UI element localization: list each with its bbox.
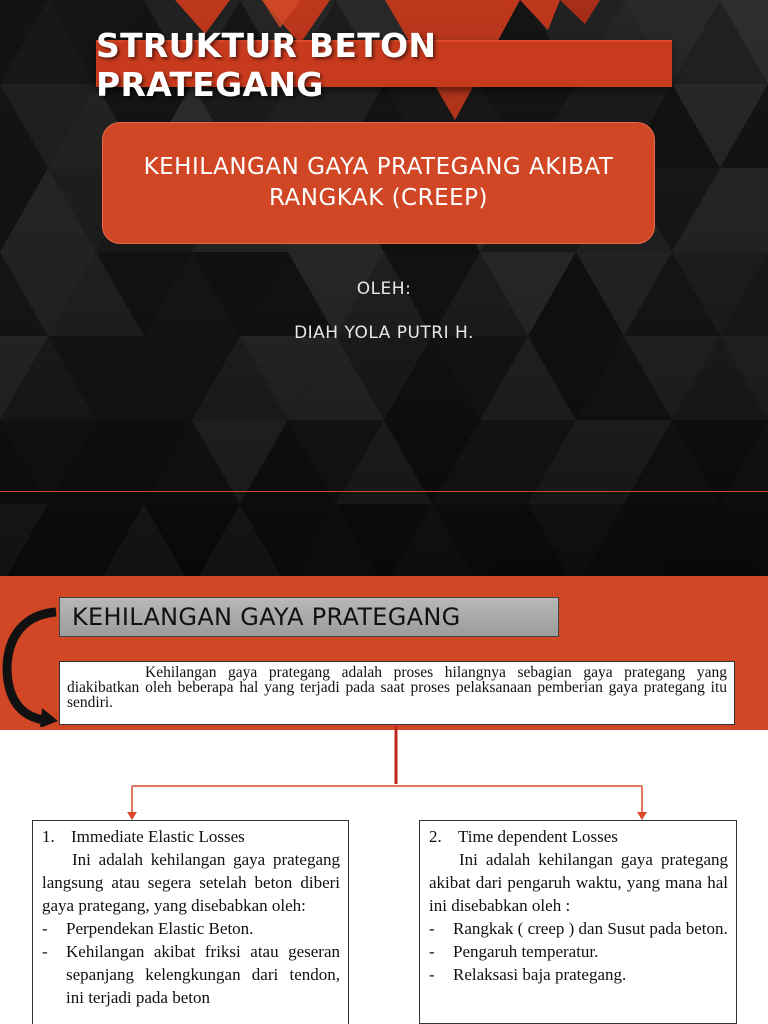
divider-line — [0, 491, 768, 492]
immediate-losses-description: Ini adalah kehilangan gaya prategang langsung atau segera setelah beton diberi gaya prategang, yang disebabkan oleh: — [42, 850, 340, 915]
time-dependent-losses-box — [419, 820, 737, 1024]
immediate-losses-heading — [42, 825, 340, 848]
title-banner — [96, 25, 672, 104]
time-dependent-losses-heading — [429, 825, 728, 848]
list-item: - Relaksasi baja prategang. — [429, 963, 728, 986]
time-dependent-losses-number: 2. — [429, 827, 442, 846]
time-dependent-losses-description: Ini adalah kehilangan gaya prategang akibat dari pengaruh waktu, yang mana hal ini disebabkan oleh : — [429, 850, 728, 915]
oleh-label: OLEH: — [356, 279, 412, 299]
list-item: - Kehilangan akibat friksi atau geseran sepanjang kelengkungan dari tendon, ini terjadi pada beton — [42, 940, 340, 1009]
definition-text: Kehilangan gaya prategang adalah proses hilangnya sebagian gaya prategang yang diakibatkan oleh beberapa hal yang terjadi pada saat proses pelaksanaan pemberian gaya prategang itu sendiri. — [67, 664, 727, 711]
list-item: - Perpendekan Elastic Beton. — [42, 917, 340, 940]
list-item: - Pengaruh temperatur. — [429, 940, 728, 963]
subtitle-line-1: KEHILANGAN GAYA PRATEGANG AKIBAT — [143, 154, 614, 180]
list-item: - Rangkak ( creep ) dan Susut pada beton. — [429, 917, 728, 940]
immediate-losses-number: 1. — [42, 827, 55, 846]
immediate-losses-box — [32, 820, 349, 1024]
author-name: DIAH YOLA PUTRI H. — [294, 323, 474, 343]
presentation-title: STRUKTUR BETON PRATEGANG — [96, 25, 437, 104]
subtitle-line-2: RANGKAK (CREEP) — [268, 185, 489, 211]
tree-connector — [0, 576, 768, 836]
content-slide — [0, 576, 768, 1024]
time-dependent-losses-title: Time dependent Losses — [458, 827, 618, 846]
immediate-losses-title: Immediate Elastic Losses — [71, 827, 245, 846]
section-heading-text: KEHILANGAN GAYA PRATEGANG — [72, 603, 461, 631]
subtitle-box — [102, 122, 655, 244]
time-dependent-losses-list — [429, 917, 728, 986]
immediate-losses-list — [42, 917, 340, 1009]
